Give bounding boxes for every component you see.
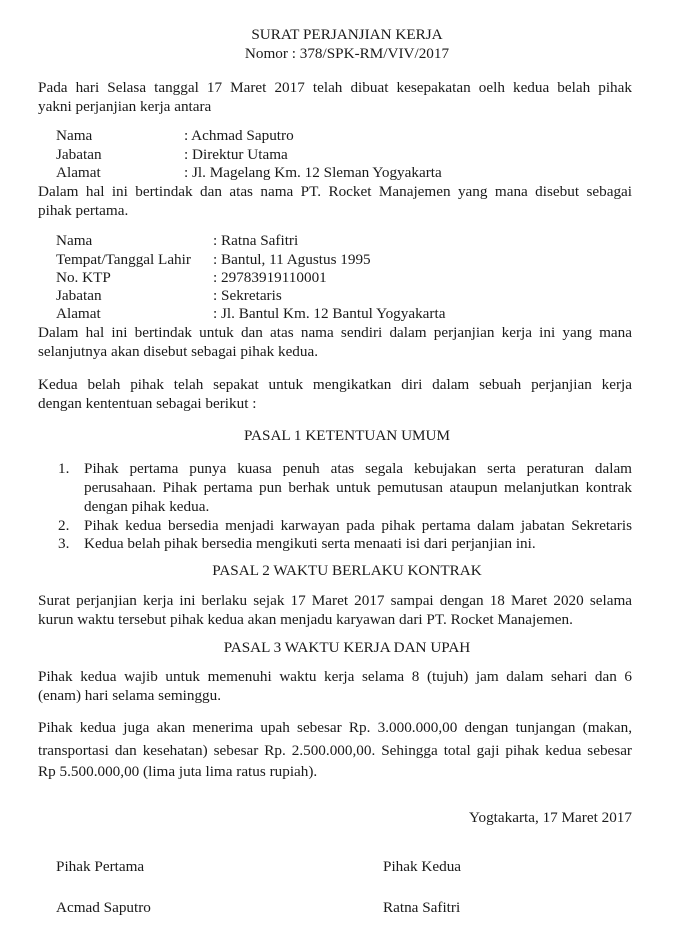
pasal3-p2-line-3: Rp 5.500.000,00 (lima juta lima ratus rupiah). [38,763,318,780]
party1-name-label: Nama [56,127,93,144]
pasal3-p2-line-2: transportasi dan kesehatan) sebesar Rp. 2.500.000,00. Sehingga total gaji pihak kedua sebesar [38,742,632,759]
place-date: Yogtakarta, 17 Maret 2017 [469,809,632,826]
intro-line-2: yakni perjanjian kerja antara [38,98,212,115]
pasal1-item-3-line-1: Kedua belah pihak bersedia mengikuti serta menaati isi dari perjanjian ini. [84,535,536,552]
pasal1-item-3-number: 3. [58,535,70,552]
party2-address-label: Alamat [56,305,101,322]
party2-birth-value: : Bantul, 11 Agustus 1995 [213,251,371,268]
pasal3-p1-line-1: Pihak kedua wajib untuk memenuhi waktu kerja selama 8 (tujuh) jam dalam sehari dan 6 [38,668,632,685]
party2-ktp-value: : 29783919110001 [213,269,327,286]
agreement-line-2: dengan kententuan sebagai berikut : [38,395,257,412]
pasal2-line-2: kurun waktu tersebut pihak kedua akan menjadu karyawan dari PT. Rocket Manajemen. [38,611,573,628]
party2-ktp-label: No. KTP [56,269,111,286]
pasal1-item-1-line-1: Pihak pertama punya kuasa penuh atas segala kebujakan serta peraturan dalam [84,460,632,477]
pasal1-item-1-line-3: dengan pihak kedua. [84,498,210,515]
pasal1-item-1-line-2: perusahaan. Pihak pertama pun berhak untuk pemutusan ataupun melanjutkan kontrak [84,479,632,496]
pasal2-heading: PASAL 2 WAKTU BERLAKU KONTRAK [212,562,482,579]
pasal1-heading: PASAL 1 KETENTUAN UMUM [243,427,451,444]
pasal1-item-2-number: 2. [58,517,70,534]
party2-note-line-1: Dalam hal ini bertindak untuk dan atas nama sendiri dalam perjanjian kerja ini yang mana [38,324,632,341]
pasal3-p2-line-1: Pihak kedua juga akan menerima upah sebesar Rp. 3.000.000,00 dengan tunjangan (makan, [38,719,632,736]
signature-label-party1: Pihak Pertama [56,858,145,875]
signature-name-party2: Ratna Safitri [383,899,461,916]
party2-name-value: : Ratna Safitri [213,232,299,249]
party2-note-line-2: selanjutnya akan disebut sebagai pihak kedua. [38,343,319,360]
party1-position-value: : Direktur Utama [184,146,288,163]
signature-name-party1: Acmad Saputro [56,899,151,916]
party1-name-value: : Achmad Saputro [184,127,294,144]
party2-birth-label: Tempat/Tanggal Lahir [56,251,191,268]
agreement-line-1: Kedua belah pihak telah sepakat untuk mengikatkan diri dalam sebuah perjanjian kerja [38,376,632,393]
pasal1-item-2-line-1: Pihak kedua bersedia menjadi karwayan pada pihak pertama dalam jabatan Sekretaris [84,517,632,534]
pasal3-p1-line-2: (enam) hari selama seminggu. [38,687,222,704]
party2-position-value: : Sekretaris [213,287,282,304]
pasal2-line-1: Surat perjanjian kerja ini berlaku sejak 17 Maret 2017 sampai dengan 18 Maret 2020 selama [38,592,632,609]
party1-note-line-1: Dalam hal ini bertindak dan atas nama PT. Rocket Manajemen yang mana disebut sebagai [38,183,632,200]
intro-line-1: Pada hari Selasa tanggal 17 Maret 2017 telah dibuat kesepakatan oelh kedua belah pihak [38,79,632,96]
pasal3-heading: PASAL 3 WAKTU KERJA DAN UPAH [223,639,471,656]
party2-name-label: Nama [56,232,93,249]
party1-address-value: : Jl. Magelang Km. 12 Sleman Yogyakarta [184,164,442,181]
document-title: SURAT PERJANJIAN KERJA [251,26,443,43]
party1-position-label: Jabatan [56,146,102,163]
document-number: Nomor : 378/SPK-RM/VIV/2017 [244,45,450,62]
party1-note-line-2: pihak pertama. [38,202,129,219]
signature-label-party2: Pihak Kedua [383,858,462,875]
pasal1-item-1-number: 1. [58,460,70,477]
party2-address-value: : Jl. Bantul Km. 12 Bantul Yogyakarta [213,305,446,322]
party1-address-label: Alamat [56,164,101,181]
party2-position-label: Jabatan [56,287,102,304]
